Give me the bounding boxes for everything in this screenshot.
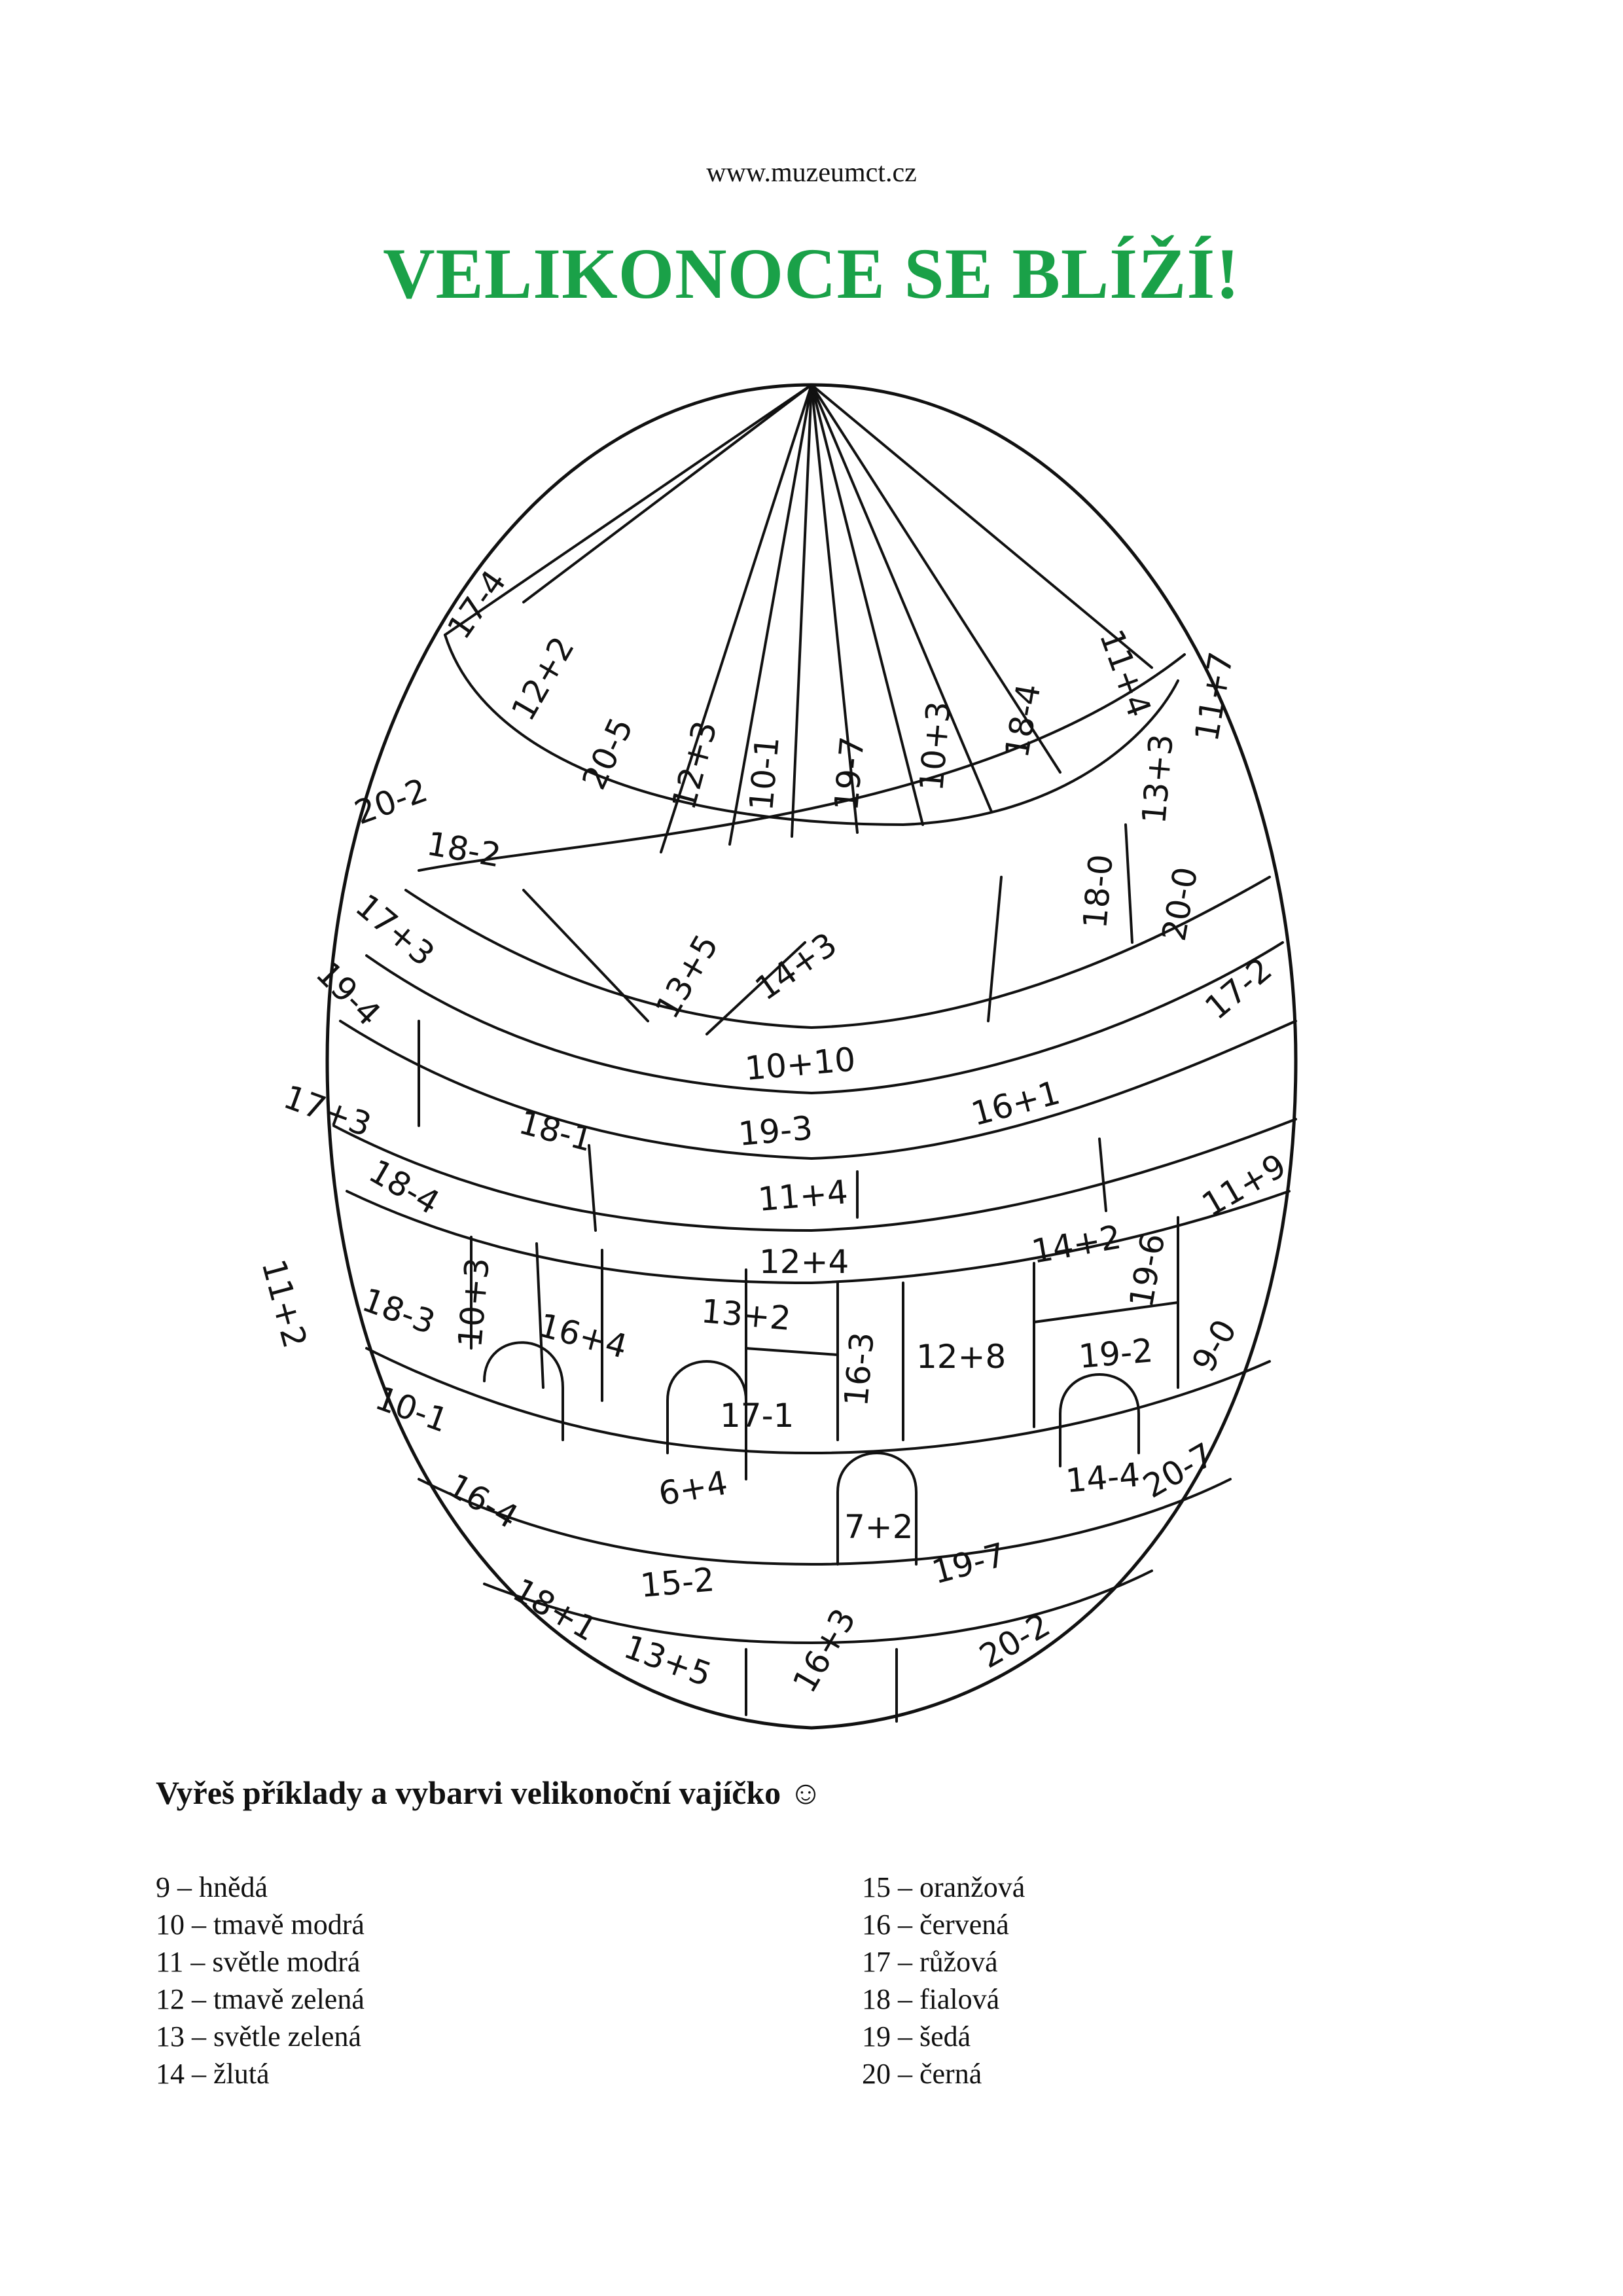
egg-problem: 13+5: [648, 928, 726, 1025]
egg-problem: 10-1: [742, 734, 787, 813]
legend-item: 17 – růžová: [862, 1946, 998, 1978]
egg-problem: 17-4: [440, 563, 514, 646]
egg-problem: 16+1: [967, 1073, 1064, 1134]
legend-item: 15 – oranžová: [862, 1871, 1026, 1903]
legend-item: 19 – šedá: [862, 2020, 971, 2053]
egg-problem: 14-4: [1063, 1456, 1142, 1500]
egg-problem: 17+3: [278, 1077, 376, 1145]
egg-problem: 12+3: [664, 717, 725, 814]
egg-problem: 16-4: [441, 1466, 525, 1537]
legend-item: 16 – červená: [862, 1909, 1009, 1941]
egg-problem: 14+3: [748, 925, 844, 1008]
egg-problem: 12+8: [916, 1338, 1007, 1376]
egg-problem: 11+4: [1092, 624, 1159, 723]
color-legend-left: [156, 1869, 365, 2092]
egg-svg: [249, 367, 1374, 1754]
website-url: www.muzeumct.cz: [706, 158, 917, 188]
egg-problem: 7+2: [844, 1508, 914, 1546]
legend-item: 9 – hnědá: [156, 1871, 268, 1903]
egg-problem: 14+2: [1029, 1217, 1124, 1271]
legend-item: 20 – černá: [862, 2058, 982, 2090]
egg-problem: 10+3: [451, 1256, 497, 1350]
color-legend-right: [862, 1869, 1025, 2092]
legend-item: 10 – tmavě modrá: [156, 1909, 365, 1941]
egg-problem: 16+4: [534, 1306, 632, 1367]
egg-problem: 12+4: [759, 1243, 849, 1281]
egg-problem: 18-2: [423, 824, 504, 875]
egg-problem: 13+5: [618, 1627, 717, 1695]
legend-item: 11 – světle modrá: [156, 1946, 361, 1978]
egg-problem: 17-1: [720, 1397, 794, 1435]
egg-problem: 20-7: [1137, 1435, 1221, 1506]
egg-problem: 19-2: [1077, 1331, 1155, 1376]
egg-problem: 11+9: [1196, 1146, 1293, 1225]
egg-problem: 10+3: [912, 700, 958, 793]
egg-problem: 18-4: [363, 1152, 446, 1223]
egg-problem: 11+7: [1187, 649, 1241, 745]
easter-egg-drawing: [249, 367, 1374, 1754]
egg-problem: 19-4: [308, 954, 388, 1033]
egg-problem: 19-3: [736, 1109, 815, 1153]
page-title: VELIKONOCE SE BLÍŽÍ!: [383, 234, 1240, 314]
egg-problem: 19-6: [1122, 1230, 1173, 1311]
egg-problem: 18-0: [1076, 852, 1120, 931]
egg-problem: 12+2: [504, 630, 582, 727]
egg-problem: 16+3: [785, 1602, 864, 1699]
egg-problem: 11+2: [254, 1255, 314, 1352]
egg-problem: 17-2: [1198, 950, 1279, 1028]
egg-problem: 11+4: [756, 1173, 849, 1219]
egg-problem: 18-1: [514, 1103, 597, 1159]
instruction-text: Vyřeš příklady a vybarvi velikonoční vajíčko ☺: [156, 1774, 823, 1811]
egg-problem: 18-4: [997, 681, 1048, 761]
egg-problem: 18-3: [357, 1280, 440, 1342]
egg-problem: 9-0: [1185, 1313, 1245, 1378]
legend-item: 18 – fialová: [862, 1983, 1000, 2015]
egg-problem: 20-2: [973, 1605, 1057, 1676]
egg-problem: 19-7: [928, 1535, 1010, 1592]
egg-problem: 10+10: [743, 1040, 857, 1088]
egg-problem: 20-0: [1154, 864, 1205, 944]
egg-problem: 17+3: [348, 886, 442, 974]
legend-item: 14 – žlutá: [156, 2058, 270, 2090]
egg-problem: 18+1: [507, 1571, 603, 1649]
egg-problem: 20-2: [349, 770, 433, 833]
egg-problem: 20-5: [575, 711, 641, 796]
egg-problem: 6+4: [656, 1463, 731, 1513]
legend-item: 12 – tmavě zelená: [156, 1983, 365, 2015]
egg-problem: 13+2: [699, 1292, 793, 1338]
egg-problem: 10-1: [370, 1378, 454, 1441]
egg-problem: 19-7: [827, 734, 872, 813]
legend-item: 13 – světle zelená: [156, 2020, 361, 2053]
egg-problem: 15-2: [638, 1560, 717, 1605]
egg-problem: 16-3: [837, 1330, 882, 1408]
egg-problem: 13+3: [1135, 732, 1181, 826]
